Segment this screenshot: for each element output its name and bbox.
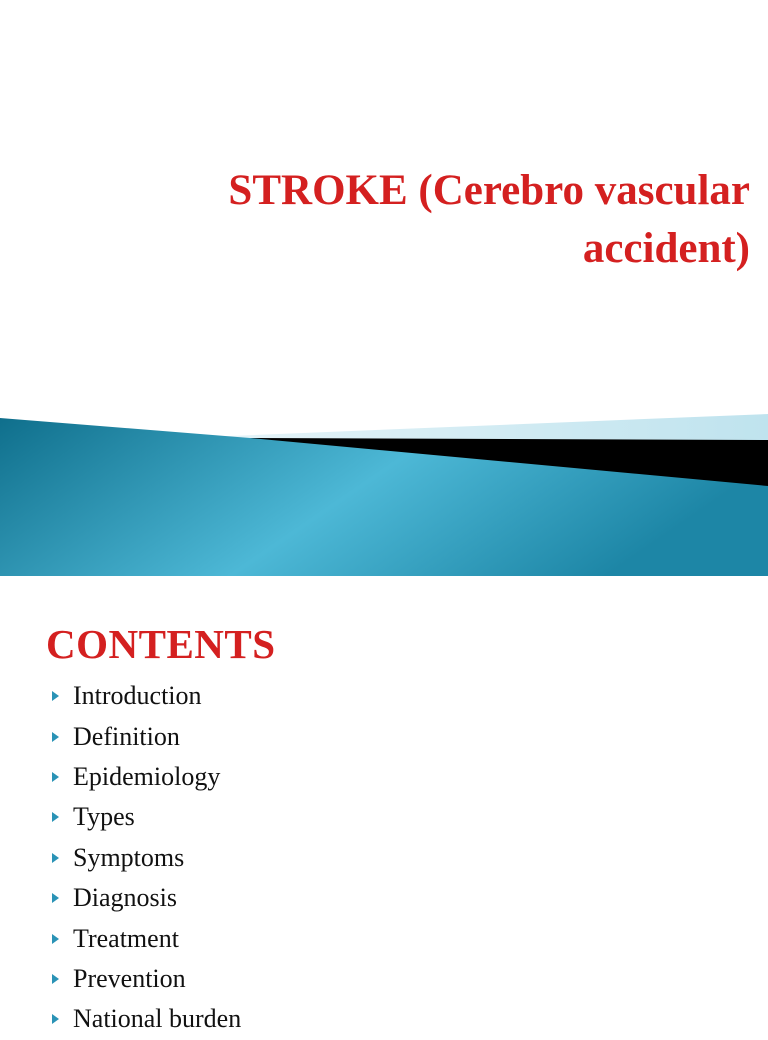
contents-list bbox=[52, 676, 241, 1040]
triangle-right-bullet-icon bbox=[52, 934, 59, 944]
pale-stripe bbox=[180, 414, 768, 442]
list-item bbox=[52, 797, 241, 837]
list-item bbox=[52, 999, 241, 1039]
slide-title-line-1: STROKE (Cerebro vascular bbox=[228, 167, 750, 214]
triangle-right-bullet-icon bbox=[52, 893, 59, 903]
list-item bbox=[52, 959, 241, 999]
triangle-right-bullet-icon bbox=[52, 691, 59, 701]
slide-title-line-2: accident) bbox=[582, 225, 750, 272]
list-item bbox=[52, 676, 241, 716]
triangle-right-bullet-icon bbox=[52, 1014, 59, 1024]
list-item-label: National burden bbox=[73, 1004, 242, 1034]
list-item-label: Types bbox=[73, 802, 135, 832]
triangle-right-bullet-icon bbox=[52, 974, 59, 984]
list-item-label: Introduction bbox=[73, 681, 202, 711]
list-item-label: Definition bbox=[73, 721, 180, 751]
contents-heading: CONTENTS bbox=[46, 621, 276, 667]
list-item bbox=[52, 878, 241, 918]
list-item-label: Epidemiology bbox=[73, 761, 221, 791]
triangle-right-bullet-icon bbox=[52, 853, 59, 863]
list-item-label: Symptoms bbox=[73, 842, 185, 872]
list-item-label: Treatment bbox=[73, 923, 179, 953]
triangle-right-bullet-icon bbox=[52, 732, 59, 742]
list-item bbox=[52, 918, 241, 958]
triangle-right-bullet-icon bbox=[52, 772, 59, 782]
list-item-label: Prevention bbox=[73, 963, 186, 993]
list-item bbox=[52, 838, 241, 878]
list-item-label: Diagnosis bbox=[73, 883, 177, 913]
list-item bbox=[52, 716, 241, 756]
triangle-right-bullet-icon bbox=[52, 812, 59, 822]
list-item bbox=[52, 757, 241, 797]
